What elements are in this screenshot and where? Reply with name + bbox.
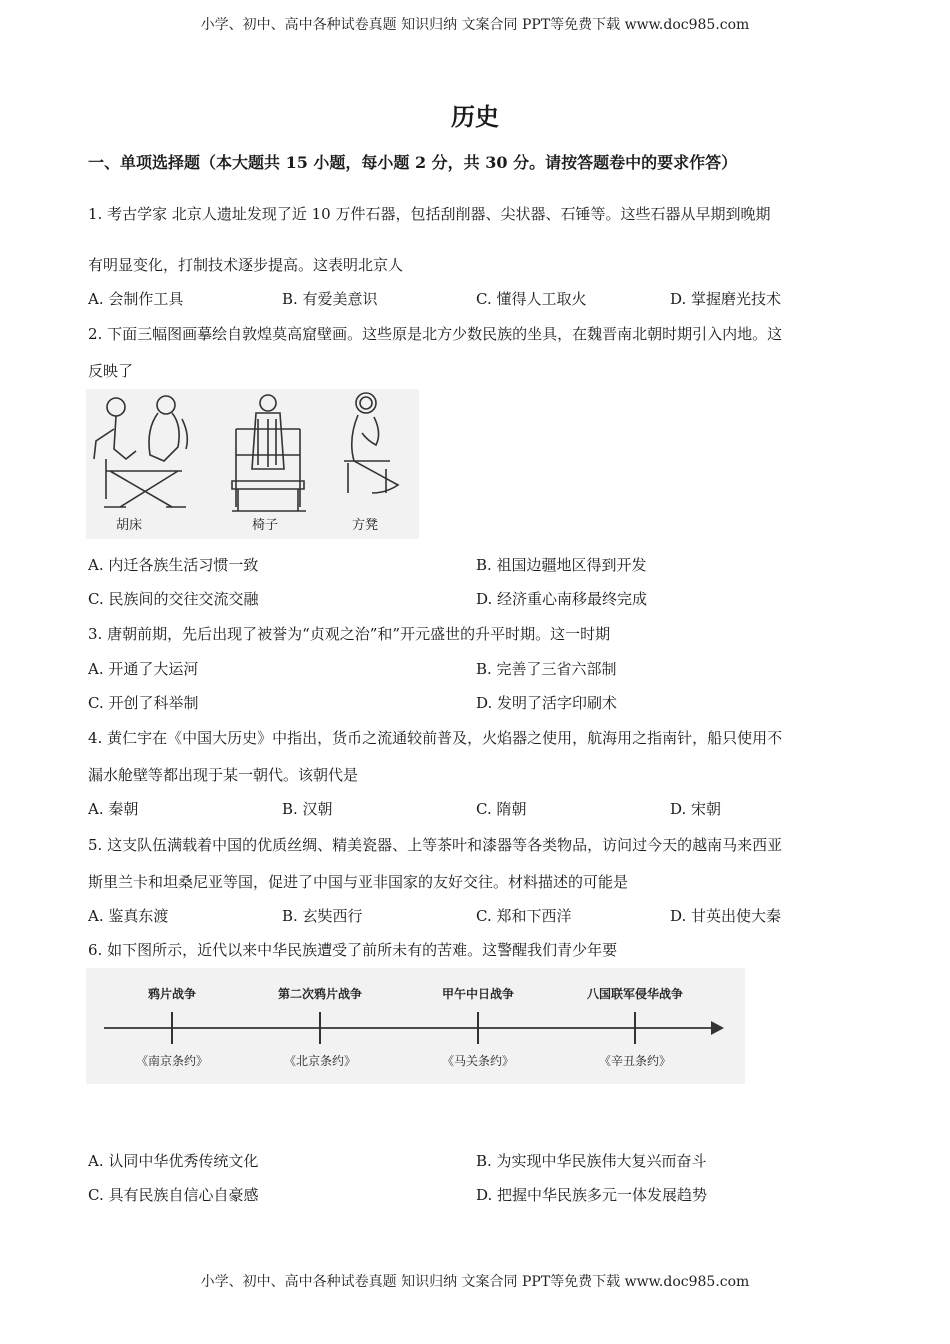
- question-4-option-a: A. 秦朝: [88, 800, 139, 818]
- question-2-option-a: A. 内迁各族生活习惯一致: [88, 556, 259, 574]
- question-5-option-a: A. 鉴真东渡: [88, 907, 169, 925]
- timeline-event-2: 第二次鸦片战争: [277, 987, 363, 1001]
- timeline-event-4: 八国联军侵华战争: [586, 987, 684, 1001]
- section-heading: 一、单项选择题（本大题共 15 小题，每小题 2 分，共 30 分。请按答题卷中的要求作答）: [88, 153, 738, 172]
- question-2-stem-line1: 2. 下面三幅图画摹绘自敦煌莫高窟壁画。这些原是北方少数民族的坐具，在魏晋南北朝时期引入内地。这: [88, 325, 783, 343]
- figure-label-chair: 椅子: [252, 518, 279, 533]
- question-5-stem-line1: 5. 这支队伍满载着中国的优质丝绸、精美瓷器、上等茶叶和漆器等各类物品，访问过今天的越南马来西亚: [88, 836, 783, 854]
- question-2-option-c: C. 民族间的交往交流交融: [88, 590, 259, 608]
- question-3-stem-line1: 3. 唐朝前期，先后出现了被誉为“贞观之治”和”开元盛世的升平时期。这一时期: [88, 625, 611, 643]
- question-6-option-d: D. 把握中华民族多元一体发展趋势: [476, 1186, 708, 1204]
- question-3-option-a: A. 开通了大运河: [88, 660, 199, 678]
- timeline-event-3: 甲午中日战争: [441, 987, 515, 1001]
- question-4-option-b: B. 汉朝: [282, 800, 333, 818]
- figure-label-hu-chuang: 胡床: [116, 518, 143, 533]
- figure-label-stool: 方凳: [352, 518, 379, 533]
- question-6-option-b: B. 为实现中华民族伟大复兴而奋斗: [476, 1152, 707, 1170]
- square-stool-drawing: [344, 393, 398, 493]
- page-footer: 小学、初中、高中各种试卷真题 知识归纳 文案合同 PPT等免费下载 www.doc985.com: [200, 1274, 750, 1290]
- question-4-stem-line1: 4. 黄仁宇在《中国大历史》中指出，货币之流通较前普及，火焰器之使用，航海用之指南针，船只使用不: [88, 729, 783, 747]
- timeline-arrow-icon: [711, 1021, 724, 1035]
- question-5-stem-line2: 斯里兰卡和坦桑尼亚等国，促进了中国与亚非国家的友好交往。材料描述的可能是: [88, 873, 629, 891]
- question-4-option-c: C. 隋朝: [476, 800, 527, 818]
- question-4-option-d: D. 宋朝: [670, 800, 722, 818]
- question-5-option-d: D. 甘英出使大秦: [670, 907, 782, 925]
- question-1-option-c: C. 懂得人工取火: [476, 290, 587, 308]
- question-3-option-c: C. 开创了科举制: [88, 694, 199, 712]
- page-title: 历史: [451, 102, 499, 131]
- chair-drawing: [232, 395, 306, 511]
- timeline-treaty-1: 《南京条约》: [135, 1054, 209, 1068]
- mural-figure: [86, 389, 419, 539]
- timeline-treaty-3: 《马关条约》: [441, 1054, 515, 1068]
- question-3-option-b: B. 完善了三省六部制: [476, 660, 617, 678]
- question-1-option-b: B. 有爱美意识: [282, 290, 378, 308]
- question-1-stem-line2: 有明显变化，打制技术逐步提高。这表明北京人: [88, 256, 404, 274]
- timeline-treaty-2: 《北京条约》: [283, 1054, 357, 1068]
- question-5-option-b: B. 玄奘西行: [282, 907, 363, 925]
- question-6-option-a: A. 认同中华优秀传统文化: [88, 1152, 259, 1170]
- question-1-option-d: D. 掌握磨光技术: [670, 290, 782, 308]
- hu-chuang-drawing: [94, 396, 187, 507]
- question-2-stem-line2: 反映了: [88, 362, 134, 380]
- timeline-treaty-4: 《辛丑条约》: [598, 1054, 672, 1068]
- question-1-option-a: A. 会制作工具: [88, 290, 184, 308]
- question-6-stem-line1: 6. 如下图所示，近代以来中华民族遭受了前所未有的苦难。这警醒我们青少年要: [88, 941, 618, 959]
- timeline-event-1: 鸦片战争: [147, 987, 197, 1001]
- timeline-figure: [86, 968, 745, 1084]
- question-5-option-c: C. 郑和下西洋: [476, 907, 572, 925]
- question-2-option-d: D. 经济重心南移最终完成: [476, 590, 648, 608]
- question-6-option-c: C. 具有民族自信心自豪感: [88, 1186, 259, 1204]
- question-2-option-b: B. 祖国边疆地区得到开发: [476, 556, 647, 574]
- page-header: 小学、初中、高中各种试卷真题 知识归纳 文案合同 PPT等免费下载 www.doc985.com: [200, 17, 750, 33]
- question-3-option-d: D. 发明了活字印刷术: [476, 694, 618, 712]
- question-4-stem-line2: 漏水舱壁等都出现于某一朝代。该朝代是: [88, 766, 359, 784]
- question-1-stem-line1: 1. 考古学家 北京人遗址发现了近 10 万件石器，包括刮削器、尖状器、石锤等。这些石器从早期到晚期: [88, 205, 771, 223]
